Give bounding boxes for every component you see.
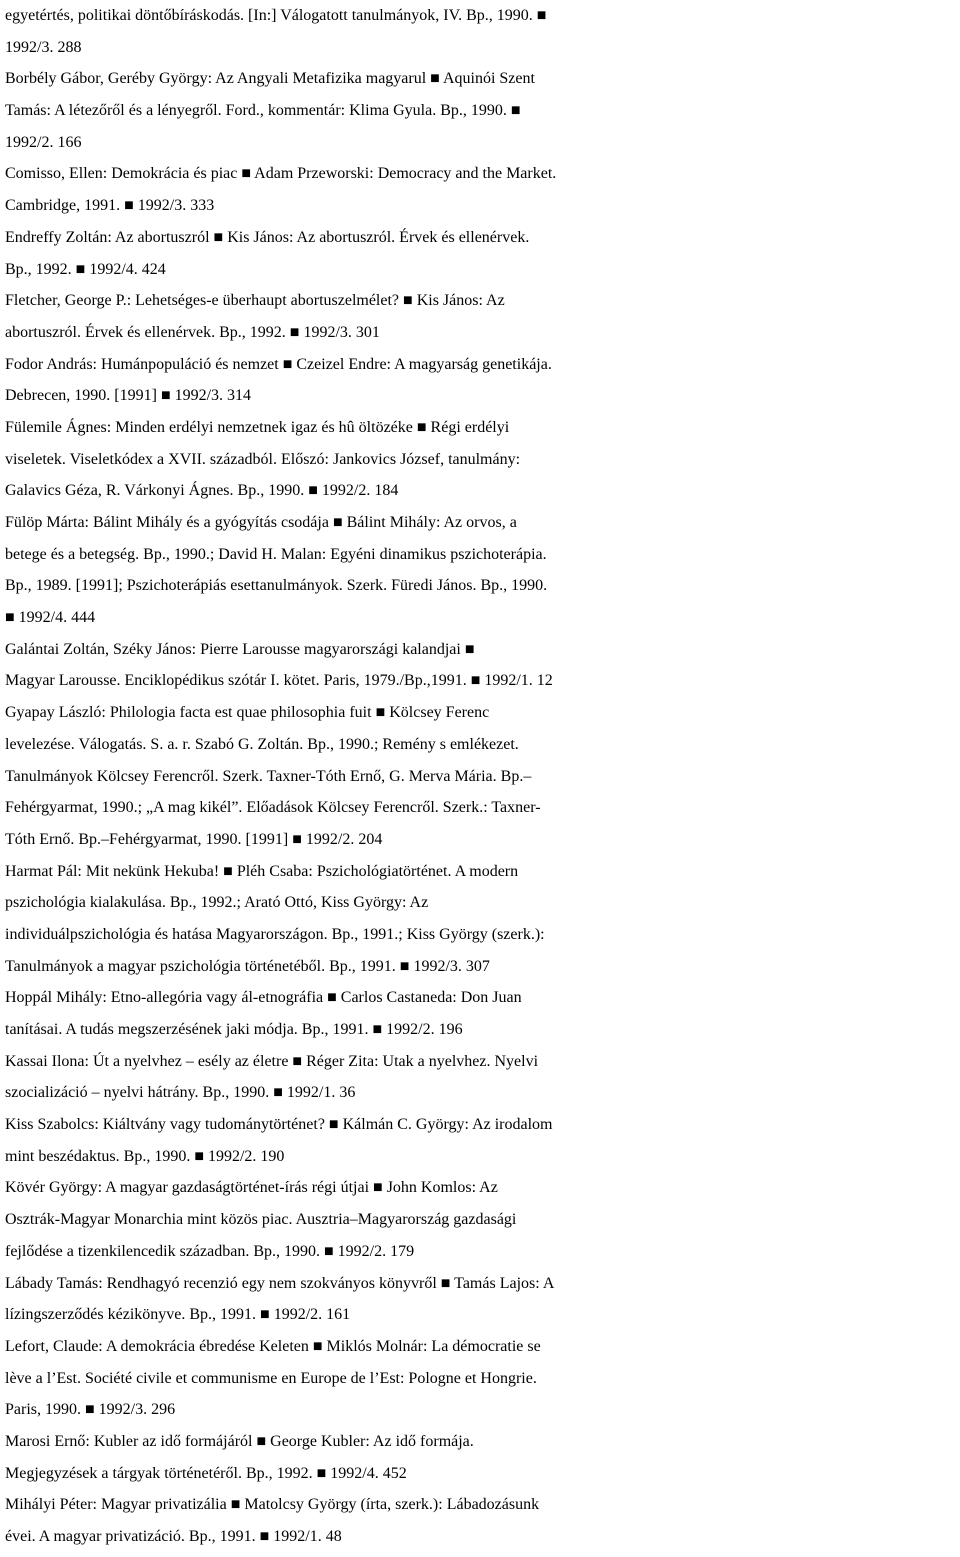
bibliography-line: individuálpszichológia és hatása Magyarországon. Bp., 1991.; Kiss György (szerk.): <box>5 925 545 943</box>
bibliography-line: Debrecen, 1990. [1991] ■ 1992/3. 314 <box>5 387 252 405</box>
bibliography-line: Tamás: A létezőről és a lényegről. Ford., kommentár: Klima Gyula. Bp., 1990. ■ <box>5 102 521 120</box>
bibliography-line: Fehérgyarmat, 1990.; „A mag kikél”. Előadások Kölcsey Ferencről. Szerk.: Taxner- <box>5 799 541 817</box>
bibliography-line: Fletcher, George P.: Lehetséges-e überhaupt abortuszelmélet? ■ Kis János: Az <box>5 292 505 310</box>
bibliography-line: Tanulmányok a magyar pszichológia történetéből. Bp., 1991. ■ 1992/3. 307 <box>5 957 490 975</box>
bibliography-line: Fülemile Ágnes: Minden erdélyi nemzetnek igaz és hû öltözéke ■ Régi erdélyi <box>5 418 510 436</box>
bibliography-line: pszichológia kialakulása. Bp., 1992.; Arató Ottó, Kiss György: Az <box>5 894 429 912</box>
bibliography-line: ■ 1992/4. 444 <box>5 609 96 627</box>
bibliography-line: Marosi Ernő: Kubler az idő formájáról ■ George Kubler: Az idő formája. <box>5 1432 474 1450</box>
bibliography-line: Tóth Ernő. Bp.–Fehérgyarmat, 1990. [1991] ■ 1992/2. 204 <box>5 830 383 848</box>
bibliography-line: Fülöp Márta: Bálint Mihály és a gyógyítás csodája ■ Bálint Mihály: Az orvos, a <box>5 514 517 531</box>
bibliography-line: tanításai. A tudás megszerzésének jaki módja. Bp., 1991. ■ 1992/2. 196 <box>5 1021 463 1038</box>
bibliography-line: Fodor András: Humánpopuláció és nemzet ■ Czeizel Endre: A magyarság genetikája. <box>5 355 552 373</box>
bibliography-line: abortuszról. Érvek és ellenérvek. Bp., 1992. ■ 1992/3. 301 <box>5 323 380 341</box>
bibliography-line: Cambridge, 1991. ■ 1992/3. 333 <box>5 197 215 215</box>
bibliography-line: Endreffy Zoltán: Az abortuszról ■ Kis János: Az abortuszról. Érvek és ellenérvek. <box>5 228 530 246</box>
bibliography-line: Magyar Larousse. Enciklopédikus szótár I. kötet. Paris, 1979./Bp.,1991. ■ 1992/1. 12 <box>5 672 553 690</box>
bibliography-line: Galántai Zoltán, Széky János: Pierre Larousse magyarországi kalandjai ■ <box>5 640 475 658</box>
bibliography-line: levelezése. Válogatás. S. a. r. Szabó G. Zoltán. Bp., 1990.; Remény s emlékezet. <box>5 735 519 753</box>
bibliography-line: Hoppál Mihály: Etno-allegória vagy ál-etnográfia ■ Carlos Castaneda: Don Juan <box>5 989 522 1007</box>
bibliography-line: mint beszédaktus. Bp., 1990. ■ 1992/2. 190 <box>5 1147 285 1165</box>
bibliography-line: Harmat Pál: Mit nekünk Hekuba! ■ Pléh Csaba: Pszichológiatörténet. A modern <box>5 862 519 880</box>
bibliography-line: betege és a betegség. Bp., 1990.; David H. Malan: Egyéni dinamikus pszichoterápia. <box>5 545 547 563</box>
bibliography-line: Borbély Gábor, Geréby György: Az Angyali Metafizika magyarul ■ Aquinói Szent <box>5 70 535 88</box>
bibliography-line: Osztrák-Magyar Monarchia mint közös piac. Ausztria–Magyarország gazdasági <box>5 1211 517 1229</box>
bibliography-line: évei. A magyar privatizáció. Bp., 1991. ■ 1992/1. 48 <box>5 1528 342 1545</box>
bibliography-line: egyetértés, politikai döntőbíráskodás. [In:] Válogatott tanulmányok, IV. Bp., 1990. ■ <box>5 7 547 24</box>
bibliography-line: Tanulmányok Kölcsey Ferencről. Szerk. Taxner-Tóth Ernő, G. Merva Mária. Bp.– <box>5 767 532 785</box>
bibliography-list <box>5 0 960 1553</box>
bibliography-line: fejlődése a tizenkilencedik században. Bp., 1990. ■ 1992/2. 179 <box>5 1242 415 1260</box>
bibliography-line: Galavics Géza, R. Várkonyi Ágnes. Bp., 1990. ■ 1992/2. 184 <box>5 482 399 500</box>
bibliography-line: Comisso, Ellen: Demokrácia és piac ■ Adam Przeworski: Democracy and the Market. <box>5 165 557 183</box>
bibliography-line: Bp., 1989. [1991]; Pszichoterápiás esettanulmányok. Szerk. Füredi János. Bp., 1990. <box>5 577 548 595</box>
bibliography-line: Kiss Szabolcs: Kiáltvány vagy tudománytörténet? ■ Kálmán C. György: Az irodalom <box>5 1116 553 1134</box>
bibliography-line: Kassai Ilona: Út a nyelvhez – esély az életre ■ Réger Zita: Utak a nyelvhez. Nyelvi <box>5 1052 539 1070</box>
bibliography-line: lève a l’Est. Société civile et communisme en Europe de l’Est: Pologne et Hongrie. <box>5 1369 537 1387</box>
bibliography-line: Megjegyzések a tárgyak történetéről. Bp., 1992. ■ 1992/4. 452 <box>5 1464 407 1482</box>
bibliography-line: Mihályi Péter: Magyar privatizália ■ Matolcsy György (írta, szerk.): Lábadozásunk <box>5 1496 540 1514</box>
bibliography-line: Gyapay László: Philologia facta est quae philosophia fuit ■ Kölcsey Ferenc <box>5 704 490 722</box>
bibliography-line: Paris, 1990. ■ 1992/3. 296 <box>5 1401 176 1419</box>
bibliography-line: Kövér György: A magyar gazdaságtörténet-írás régi útjai ■ John Komlos: Az <box>5 1179 498 1197</box>
bibliography-line: 1992/2. 166 <box>5 133 82 151</box>
bibliography-line: szocializáció – nyelvi hátrány. Bp., 1990. ■ 1992/1. 36 <box>5 1084 356 1102</box>
bibliography-line: Lábady Tamás: Rendhagyó recenzió egy nem szokványos könyvről ■ Tamás Lajos: A <box>5 1274 555 1292</box>
bibliography-line: Bp., 1992. ■ 1992/4. 424 <box>5 260 166 278</box>
bibliography-line: viseletek. Viseletkódex a XVII. századból. Előszó: Jankovics József, tanulmány: <box>5 450 521 468</box>
bibliography-line: lízingszerződés kézikönyve. Bp., 1991. ■ 1992/2. 161 <box>5 1306 351 1324</box>
bibliography-line: 1992/3. 288 <box>5 38 82 56</box>
bibliography-line: Lefort, Claude: A demokrácia ébredése Keleten ■ Miklós Molnár: La démocratie se <box>5 1337 541 1355</box>
